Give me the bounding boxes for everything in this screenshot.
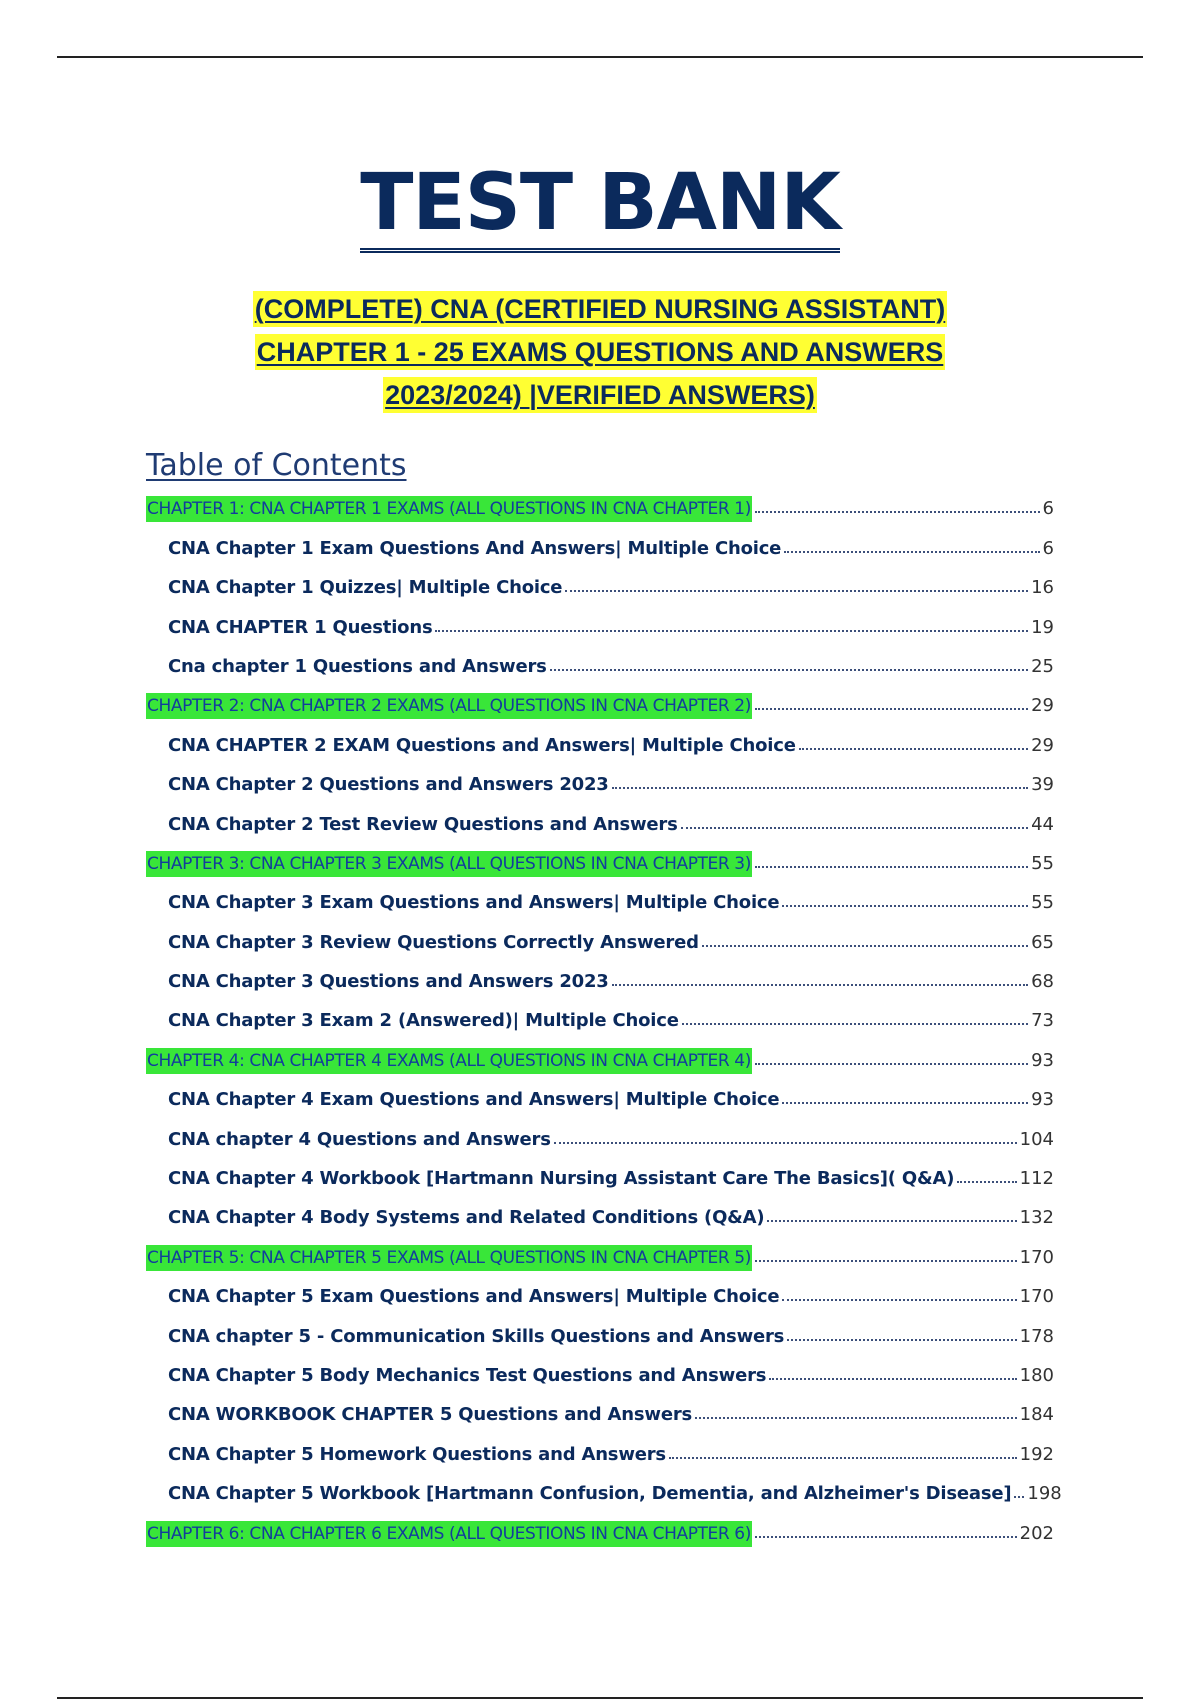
toc-page-number: 180 — [1019, 1364, 1054, 1386]
toc-entry-label-text: CHAPTER 6: CNA CHAPTER 6 EXAMS (ALL QUESTIONS IN CNA CHAPTER 6) — [146, 1521, 752, 1547]
toc-entry-label — [146, 1050, 752, 1077]
toc-dot-leader — [550, 669, 1028, 671]
toc-page-number: 73 — [1031, 1010, 1054, 1032]
toc-dot-leader — [612, 787, 1028, 789]
toc-section-entry[interactable] — [146, 1195, 1054, 1234]
toc-page-number: 93 — [1031, 1089, 1054, 1111]
toc-entry-label — [168, 1089, 779, 1116]
toc-dot-leader — [1014, 1496, 1024, 1498]
toc-entry-label-text: CNA Chapter 1 Quizzes| Multiple Choice — [168, 577, 563, 599]
toc-section-entry[interactable] — [146, 959, 1054, 998]
toc-entry-label — [146, 1523, 752, 1550]
toc-section-entry[interactable] — [146, 722, 1054, 761]
toc-page-number: 55 — [1031, 892, 1054, 914]
toc-section-entry[interactable] — [146, 565, 1054, 604]
toc-entry-label — [168, 892, 779, 919]
toc-page-number: 39 — [1031, 774, 1054, 796]
toc-page-number: 25 — [1031, 655, 1054, 677]
toc-section-entry[interactable] — [146, 880, 1054, 919]
toc-entry-label — [146, 1247, 752, 1274]
toc-dot-leader — [554, 1142, 1017, 1144]
toc-section-entry[interactable] — [146, 762, 1054, 801]
toc-dot-leader — [755, 1536, 1017, 1538]
toc-dot-leader — [702, 945, 1028, 947]
toc-entry-label-text: CNA CHAPTER 1 Questions — [168, 616, 433, 638]
toc-section-entry[interactable] — [146, 525, 1054, 564]
toc-entry-label — [168, 577, 562, 604]
toc-section-entry[interactable] — [146, 1274, 1054, 1313]
toc-section-entry[interactable] — [146, 604, 1054, 643]
toc-section-entry[interactable] — [146, 1392, 1054, 1431]
toc-dot-leader — [787, 1339, 1016, 1341]
toc-chapter-entry[interactable] — [146, 1037, 1054, 1076]
toc-page-number: 198 — [1027, 1483, 1062, 1505]
subtitle-line — [140, 374, 1060, 417]
toc-entry-label — [168, 932, 699, 959]
toc-entry-label-text: CNA Chapter 4 Workbook [Hartmann Nursing Assistant Care The Basics]( Q&A) — [168, 1168, 955, 1190]
toc-entry-label-text: CHAPTER 5: CNA CHAPTER 5 EXAMS (ALL QUESTIONS IN CNA CHAPTER 5) — [146, 1245, 752, 1271]
toc-section-entry[interactable] — [146, 998, 1054, 1037]
toc-section-entry[interactable] — [146, 1156, 1054, 1195]
toc-entry-label-text: CNA Chapter 3 Questions and Answers 2023 — [168, 971, 609, 993]
toc-entry-label — [168, 1010, 679, 1037]
toc-entry-label-text: CNA Chapter 4 Body Systems and Related Conditions (Q&A) — [168, 1207, 765, 1229]
toc-page-number: 112 — [1019, 1168, 1054, 1190]
toc-entry-label — [168, 1168, 954, 1195]
toc-entry-label-text: CNA Chapter 4 Exam Questions and Answers| Multiple Choice — [168, 1089, 780, 1111]
toc-dot-leader — [767, 1220, 1016, 1222]
toc-page-number: 132 — [1019, 1207, 1054, 1229]
toc-entry-label-text: CNA Chapter 3 Review Questions Correctly Answered — [168, 931, 699, 953]
toc-dot-leader — [755, 511, 1040, 513]
document-subtitle — [140, 288, 1060, 417]
toc-page-number: 202 — [1019, 1522, 1054, 1544]
toc-section-entry[interactable] — [146, 1116, 1054, 1155]
toc-page-number: 178 — [1019, 1325, 1054, 1347]
toc-entry-label-text: CHAPTER 2: CNA CHAPTER 2 EXAMS (ALL QUESTIONS IN CNA CHAPTER 2) — [146, 693, 752, 719]
toc-page-number: 192 — [1019, 1443, 1054, 1465]
toc-page-number: 16 — [1031, 577, 1054, 599]
toc-entry-label — [168, 1404, 692, 1431]
toc-entry-label-text: CNA CHAPTER 2 EXAM Questions and Answers| Multiple Choice — [168, 734, 796, 756]
toc-dot-leader — [957, 1181, 1016, 1183]
header-rule — [57, 56, 1143, 58]
toc-entry-label — [168, 774, 609, 801]
toc-page-number: 104 — [1019, 1128, 1054, 1150]
toc-dot-leader — [669, 1457, 1017, 1459]
toc-entry-label-text: CNA chapter 5 - Communication Skills Questions and Answers — [168, 1325, 785, 1347]
subtitle-line-text: CHAPTER 1 - 25 EXAMS QUESTIONS AND ANSWERS — [255, 334, 946, 370]
footer-rule — [57, 1697, 1143, 1699]
toc-page-number: 29 — [1031, 695, 1054, 717]
subtitle-line — [140, 331, 1060, 374]
toc-dot-leader — [799, 748, 1028, 750]
toc-entry-label — [168, 1129, 551, 1156]
toc-entry-label — [168, 1444, 666, 1471]
toc-entry-label — [168, 1207, 764, 1234]
toc-page-number: 6 — [1042, 537, 1054, 559]
toc-page-number: 65 — [1031, 931, 1054, 953]
toc-entry-label — [168, 971, 609, 998]
toc-entry-label-text: CNA chapter 4 Questions and Answers — [168, 1128, 551, 1150]
toc-page-number: 29 — [1031, 734, 1054, 756]
toc-page-number: 55 — [1031, 852, 1054, 874]
toc-chapter-entry[interactable] — [146, 1234, 1054, 1273]
document-title — [0, 158, 1200, 253]
table-of-contents — [146, 486, 1062, 1550]
toc-entry-label-text: CNA Chapter 2 Questions and Answers 2023 — [168, 774, 609, 796]
document-title-text: TEST BANK — [360, 158, 840, 253]
toc-entry-label-text: CHAPTER 1: CNA CHAPTER 1 EXAMS (ALL QUESTIONS IN CNA CHAPTER 1) — [146, 496, 752, 522]
toc-entry-label — [168, 814, 678, 841]
toc-page-number: 93 — [1031, 1049, 1054, 1071]
toc-dot-leader — [681, 827, 1028, 829]
toc-dot-leader — [755, 708, 1028, 710]
toc-heading: Table of Contents — [146, 448, 407, 483]
toc-section-entry[interactable] — [146, 1353, 1054, 1392]
toc-entry-label-text: CNA Chapter 3 Exam Questions and Answers| Multiple Choice — [168, 892, 780, 914]
toc-dot-leader — [755, 1260, 1017, 1262]
toc-dot-leader — [682, 1023, 1028, 1025]
toc-dot-leader — [565, 590, 1028, 592]
toc-section-entry[interactable] — [146, 1077, 1054, 1116]
toc-entry-label — [168, 1286, 779, 1313]
toc-entry-label-text: CNA Chapter 5 Workbook [Hartmann Confusion, Dementia, and Alzheimer's Disease] — [168, 1483, 1012, 1505]
toc-section-entry[interactable] — [146, 644, 1054, 683]
toc-chapter-entry[interactable] — [146, 841, 1054, 880]
toc-page-number: 19 — [1031, 616, 1054, 638]
toc-entry-label — [168, 1365, 766, 1392]
toc-entry-label-text: CNA Chapter 5 Exam Questions and Answers| Multiple Choice — [168, 1286, 780, 1308]
toc-dot-leader — [784, 551, 1039, 553]
toc-page-number: 170 — [1019, 1246, 1054, 1268]
toc-dot-leader — [782, 1102, 1028, 1104]
subtitle-line-text: 2023/2024) |VERIFIED ANSWERS) — [383, 377, 817, 413]
toc-entry-label-text: Cna chapter 1 Questions and Answers — [168, 655, 547, 677]
toc-dot-leader — [782, 1299, 1016, 1301]
toc-entry-label — [168, 1326, 784, 1353]
toc-dot-leader — [769, 1378, 1016, 1380]
toc-dot-leader — [782, 905, 1028, 907]
toc-entry-label — [168, 656, 547, 683]
toc-chapter-entry[interactable] — [146, 486, 1054, 525]
toc-section-entry[interactable] — [146, 1313, 1054, 1352]
toc-page-number: 44 — [1031, 813, 1054, 835]
toc-section-entry[interactable] — [146, 919, 1054, 958]
toc-entry-label-text: CNA Chapter 2 Test Review Questions and Answers — [168, 813, 678, 835]
toc-entry-label-text: CNA WORKBOOK CHAPTER 5 Questions and Answers — [168, 1404, 693, 1426]
toc-entry-label — [146, 498, 752, 525]
toc-entry-label — [168, 735, 796, 762]
toc-section-entry[interactable] — [146, 1431, 1054, 1470]
toc-entry-label-text: CNA Chapter 5 Body Mechanics Test Questions and Answers — [168, 1364, 767, 1386]
toc-chapter-entry[interactable] — [146, 683, 1054, 722]
toc-entry-label-text: CHAPTER 4: CNA CHAPTER 4 EXAMS (ALL QUESTIONS IN CNA CHAPTER 4) — [146, 1048, 752, 1074]
toc-entry-label — [146, 695, 752, 722]
toc-entry-label-text: CNA Chapter 5 Homework Questions and Answers — [168, 1443, 666, 1465]
toc-entry-label-text: CHAPTER 3: CNA CHAPTER 3 EXAMS (ALL QUESTIONS IN CNA CHAPTER 3) — [146, 851, 752, 877]
toc-entry-label — [168, 538, 781, 565]
toc-entry-label — [168, 1483, 1011, 1510]
toc-page-number: 6 — [1042, 498, 1054, 520]
toc-chapter-entry[interactable] — [146, 1510, 1054, 1549]
toc-section-entry[interactable] — [146, 1471, 1062, 1510]
toc-entry-label — [168, 617, 432, 644]
toc-dot-leader — [435, 630, 1028, 632]
subtitle-line-text: (COMPLETE) CNA (CERTIFIED NURSING ASSISTANT) — [253, 291, 947, 327]
toc-section-entry[interactable] — [146, 801, 1054, 840]
subtitle-line — [140, 288, 1060, 331]
toc-page-number: 68 — [1031, 971, 1054, 993]
toc-dot-leader — [755, 866, 1028, 868]
toc-entry-label — [146, 853, 752, 880]
toc-page-number: 170 — [1019, 1286, 1054, 1308]
toc-dot-leader — [695, 1417, 1017, 1419]
toc-entry-label-text: CNA Chapter 1 Exam Questions And Answers| Multiple Choice — [168, 537, 782, 559]
toc-page-number: 184 — [1019, 1404, 1054, 1426]
toc-dot-leader — [612, 984, 1028, 986]
toc-entry-label-text: CNA Chapter 3 Exam 2 (Answered)| Multiple Choice — [168, 1010, 679, 1032]
toc-dot-leader — [755, 1063, 1028, 1065]
